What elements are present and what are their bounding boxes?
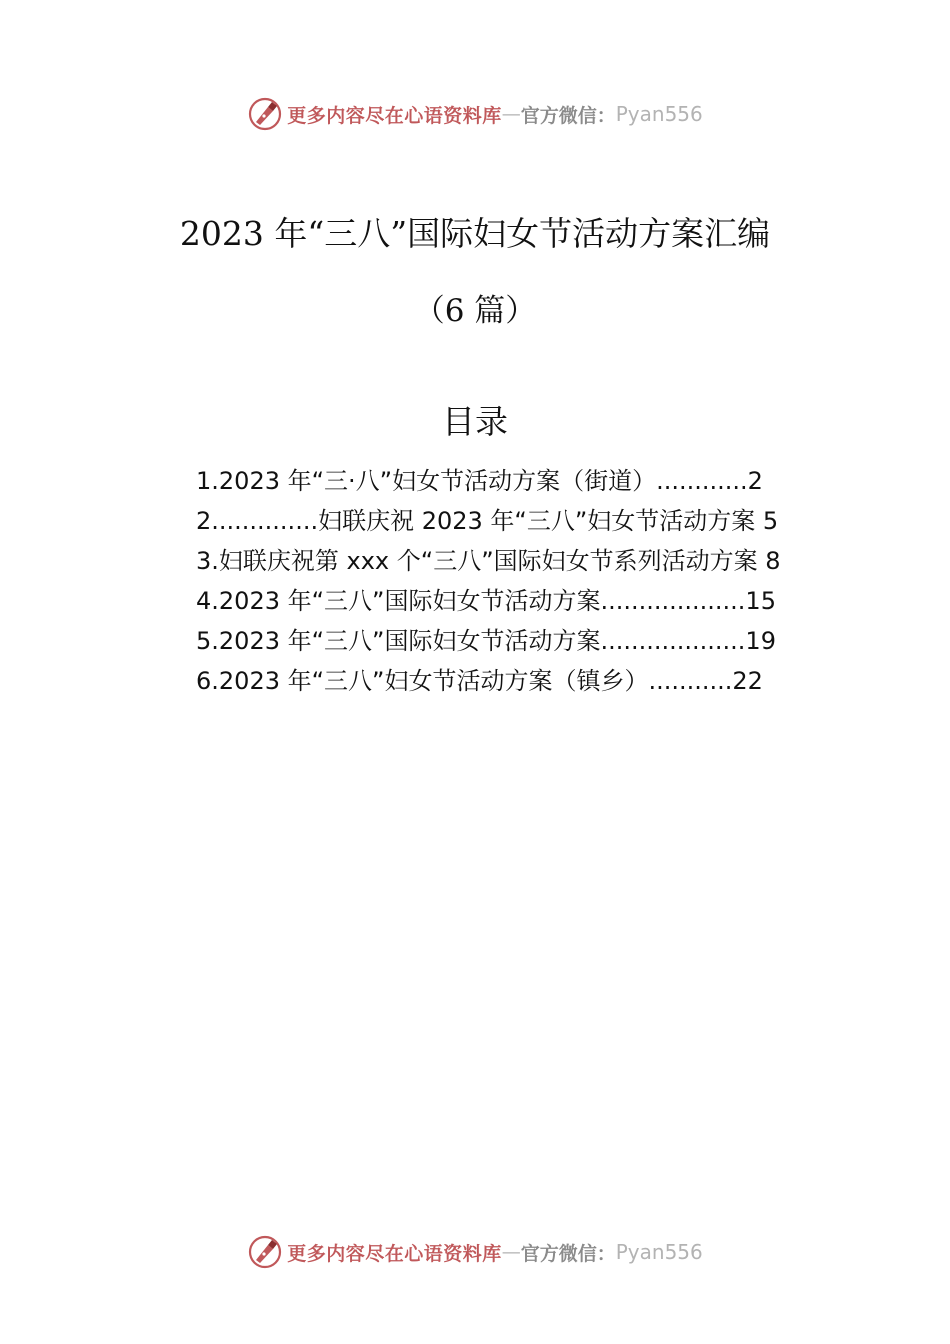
watermark-wechat-id: Pyan556 bbox=[615, 102, 703, 126]
toc-heading: 目录 bbox=[442, 402, 508, 441]
watermark-header bbox=[0, 94, 950, 134]
table-of-contents bbox=[196, 461, 846, 701]
document-title: 2023 年“三八”国际妇女节活动方案汇编 bbox=[179, 214, 771, 253]
watermark-brand-text: 更多内容尽在心语资料库 bbox=[287, 1242, 502, 1265]
toc-entry-4[interactable]: 4.2023 年“三八”国际妇女节活动方案...................15 bbox=[196, 587, 776, 615]
watermark-wechat-id: Pyan556 bbox=[615, 1240, 703, 1264]
toc-entry-3[interactable]: 3.妇联庆祝第 xxx 个“三八”国际妇女节系列活动方案 8 bbox=[196, 547, 781, 575]
watermark-label: 官方微信： bbox=[520, 1242, 616, 1265]
document-subtitle: （6 篇） bbox=[413, 293, 537, 329]
watermark-dash: — bbox=[501, 1241, 521, 1263]
watermark-footer bbox=[0, 1232, 950, 1272]
watermark-dash: — bbox=[501, 103, 521, 125]
watermark-label: 官方微信： bbox=[520, 104, 616, 127]
toc-entry-2[interactable]: 2..............妇联庆祝 2023 年“三八”妇女节活动方案 5 bbox=[196, 507, 779, 535]
pen-nib-icon bbox=[247, 1234, 283, 1270]
toc-entry-1[interactable]: 1.2023 年“三·八”妇女节活动方案（街道）............2 bbox=[196, 467, 763, 495]
pen-nib-icon bbox=[247, 96, 283, 132]
toc-entry-6[interactable]: 6.2023 年“三八”妇女节活动方案（镇乡）...........22 bbox=[196, 667, 763, 695]
toc-entry-5[interactable]: 5.2023 年“三八”国际妇女节活动方案...................19 bbox=[196, 627, 776, 655]
watermark-brand-text: 更多内容尽在心语资料库 bbox=[287, 104, 502, 127]
